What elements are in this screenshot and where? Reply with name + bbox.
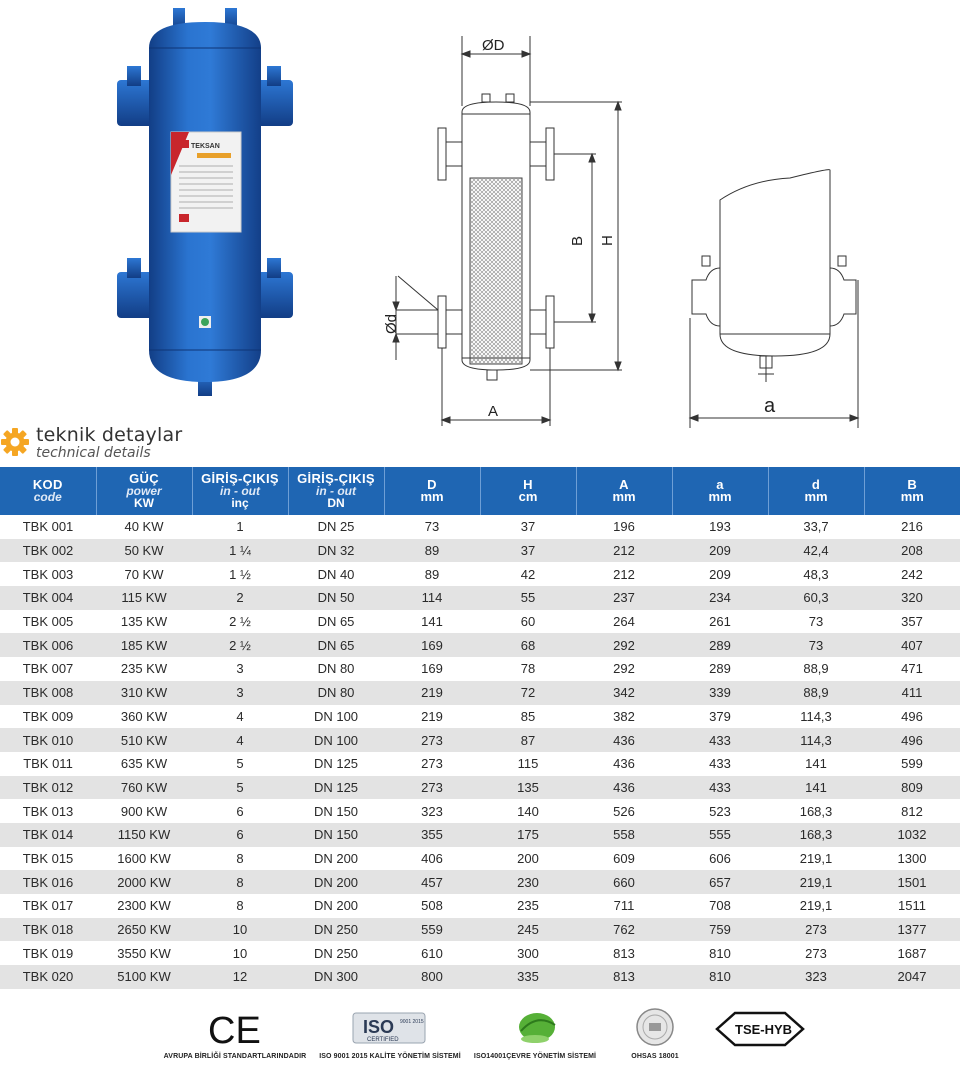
table-cell: 12 bbox=[192, 965, 288, 989]
table-cell: 900 KW bbox=[96, 799, 192, 823]
table-cell: 510 KW bbox=[96, 728, 192, 752]
col-header-inlet-inch: GİRİŞ-ÇIKIŞ in - out inç bbox=[192, 467, 288, 515]
table-cell: 360 KW bbox=[96, 705, 192, 729]
table-cell: 42 bbox=[480, 562, 576, 586]
table-cell: 1 ¼ bbox=[192, 539, 288, 563]
table-cell: 78 bbox=[480, 657, 576, 681]
svg-text:A: A bbox=[488, 403, 499, 420]
table-cell: DN 200 bbox=[288, 894, 384, 918]
table-cell: 599 bbox=[864, 752, 960, 776]
table-row bbox=[0, 657, 960, 681]
table-cell: 88,9 bbox=[768, 657, 864, 681]
product-photo bbox=[105, 0, 305, 410]
table-cell: TBK 002 bbox=[0, 539, 96, 563]
cert-iso9001 bbox=[315, 1003, 465, 1067]
table-cell: 323 bbox=[768, 965, 864, 989]
table-cell: 37 bbox=[480, 539, 576, 563]
table-cell: 289 bbox=[672, 657, 768, 681]
table-cell: 60 bbox=[480, 610, 576, 634]
table-cell: 73 bbox=[768, 610, 864, 634]
table-row bbox=[0, 633, 960, 657]
table-cell: 1 ½ bbox=[192, 562, 288, 586]
svg-text:Ød: Ød bbox=[383, 313, 400, 334]
table-cell: 436 bbox=[576, 752, 672, 776]
illustration-area bbox=[0, 0, 960, 425]
table-cell: DN 32 bbox=[288, 539, 384, 563]
table-cell: DN 25 bbox=[288, 515, 384, 539]
table-cell: 6 bbox=[192, 799, 288, 823]
col-header-inlet-dn: GİRİŞ-ÇIKIŞ in - out DN bbox=[288, 467, 384, 515]
technical-drawing-front bbox=[370, 28, 630, 428]
table-cell: 89 bbox=[384, 562, 480, 586]
table-cell: 135 bbox=[480, 776, 576, 800]
table-cell: 264 bbox=[576, 610, 672, 634]
table-cell: 245 bbox=[480, 918, 576, 942]
table-row bbox=[0, 539, 960, 563]
heading-title: teknik detaylar bbox=[36, 424, 183, 446]
table-cell: 42,4 bbox=[768, 539, 864, 563]
table-cell: 708 bbox=[672, 894, 768, 918]
table-cell: DN 150 bbox=[288, 823, 384, 847]
table-cell: 5 bbox=[192, 752, 288, 776]
table-cell: DN 200 bbox=[288, 870, 384, 894]
cert-tse bbox=[705, 1003, 815, 1067]
table-cell: 234 bbox=[672, 586, 768, 610]
table-cell: 436 bbox=[576, 728, 672, 752]
table-cell: DN 80 bbox=[288, 657, 384, 681]
table-cell: 87 bbox=[480, 728, 576, 752]
table-cell: 115 bbox=[480, 752, 576, 776]
cert-ce-caption: AVRUPA BİRLİĞİ STANDARTLARINDADIR bbox=[163, 1053, 307, 1060]
table-cell: 1600 KW bbox=[96, 847, 192, 871]
table-cell: 2000 KW bbox=[96, 870, 192, 894]
col-header-A: A mm bbox=[576, 467, 672, 515]
table-cell: TBK 013 bbox=[0, 799, 96, 823]
table-cell: 219,1 bbox=[768, 870, 864, 894]
gear-icon bbox=[0, 427, 30, 457]
table-cell: 88,9 bbox=[768, 681, 864, 705]
col-header-a: a mm bbox=[672, 467, 768, 515]
table-cell: 526 bbox=[576, 799, 672, 823]
table-cell: 635 KW bbox=[96, 752, 192, 776]
table-cell: 168,3 bbox=[768, 823, 864, 847]
table-cell: 169 bbox=[384, 633, 480, 657]
svg-text:H: H bbox=[599, 235, 616, 246]
iso-certified-icon bbox=[315, 1003, 465, 1051]
table-cell: 382 bbox=[576, 705, 672, 729]
table-cell: 37 bbox=[480, 515, 576, 539]
table-cell: 140 bbox=[480, 799, 576, 823]
table-cell: 235 KW bbox=[96, 657, 192, 681]
table-cell: 114,3 bbox=[768, 728, 864, 752]
cert-ce bbox=[150, 1003, 320, 1067]
table-cell: TBK 004 bbox=[0, 586, 96, 610]
table-cell: 5 bbox=[192, 776, 288, 800]
table-cell: 68 bbox=[480, 633, 576, 657]
table-cell: 759 bbox=[672, 918, 768, 942]
table-row bbox=[0, 941, 960, 965]
table-cell: 559 bbox=[384, 918, 480, 942]
table-cell: 8 bbox=[192, 894, 288, 918]
table-cell: 212 bbox=[576, 539, 672, 563]
table-row bbox=[0, 752, 960, 776]
table-cell: 411 bbox=[864, 681, 960, 705]
section-heading bbox=[0, 424, 300, 462]
table-cell: 235 bbox=[480, 894, 576, 918]
table-cell: 50 KW bbox=[96, 539, 192, 563]
table-cell: 1501 bbox=[864, 870, 960, 894]
table-cell: DN 150 bbox=[288, 799, 384, 823]
svg-text:ISO: ISO bbox=[363, 1017, 395, 1037]
table-cell: 209 bbox=[672, 562, 768, 586]
table-row bbox=[0, 728, 960, 752]
cert-iso14001 bbox=[465, 1003, 605, 1067]
table-cell: TBK 005 bbox=[0, 610, 96, 634]
svg-text:CERTIFIED: CERTIFIED bbox=[367, 1037, 399, 1043]
table-row bbox=[0, 562, 960, 586]
ohsas-seal-icon bbox=[605, 1003, 705, 1051]
table-cell: 289 bbox=[672, 633, 768, 657]
table-cell: 237 bbox=[576, 586, 672, 610]
table-cell: DN 65 bbox=[288, 610, 384, 634]
table-cell: DN 125 bbox=[288, 776, 384, 800]
iso14001-leaf-icon bbox=[465, 1003, 605, 1051]
table-cell: 1 bbox=[192, 515, 288, 539]
technical-drawing-side bbox=[680, 160, 870, 430]
table-cell: 209 bbox=[672, 539, 768, 563]
table-row bbox=[0, 586, 960, 610]
table-cell: DN 65 bbox=[288, 633, 384, 657]
table-cell: 1377 bbox=[864, 918, 960, 942]
table-cell: 433 bbox=[672, 776, 768, 800]
table-row bbox=[0, 515, 960, 539]
table-cell: 813 bbox=[576, 941, 672, 965]
table-cell: 335 bbox=[480, 965, 576, 989]
table-cell: 273 bbox=[384, 776, 480, 800]
table-cell: 273 bbox=[384, 752, 480, 776]
table-row bbox=[0, 705, 960, 729]
table-cell: TBK 003 bbox=[0, 562, 96, 586]
table-cell: 800 bbox=[384, 965, 480, 989]
table-cell: TBK 010 bbox=[0, 728, 96, 752]
table-cell: 135 KW bbox=[96, 610, 192, 634]
certifications-bar bbox=[150, 1003, 820, 1067]
table-cell: 73 bbox=[768, 633, 864, 657]
table-cell: TBK 006 bbox=[0, 633, 96, 657]
table-cell: 141 bbox=[768, 776, 864, 800]
table-cell: 85 bbox=[480, 705, 576, 729]
table-cell: 219,1 bbox=[768, 847, 864, 871]
col-header-H: H cm bbox=[480, 467, 576, 515]
table-cell: 310 KW bbox=[96, 681, 192, 705]
table-cell: TBK 009 bbox=[0, 705, 96, 729]
table-cell: DN 80 bbox=[288, 681, 384, 705]
table-cell: 33,7 bbox=[768, 515, 864, 539]
table-cell: 73 bbox=[384, 515, 480, 539]
table-cell: TBK 016 bbox=[0, 870, 96, 894]
table-cell: 433 bbox=[672, 752, 768, 776]
table-cell: DN 50 bbox=[288, 586, 384, 610]
table-cell: 809 bbox=[864, 776, 960, 800]
table-cell: 606 bbox=[672, 847, 768, 871]
table-cell: DN 200 bbox=[288, 847, 384, 871]
col-header-kod: KOD code bbox=[0, 467, 96, 515]
table-cell: 357 bbox=[864, 610, 960, 634]
table-cell: 1687 bbox=[864, 941, 960, 965]
table-cell: 200 bbox=[480, 847, 576, 871]
table-cell: TBK 018 bbox=[0, 918, 96, 942]
table-cell: 208 bbox=[864, 539, 960, 563]
table-cell: 711 bbox=[576, 894, 672, 918]
table-cell: 657 bbox=[672, 870, 768, 894]
table-cell: 2650 KW bbox=[96, 918, 192, 942]
table-row bbox=[0, 610, 960, 634]
tse-hyb-mark-icon bbox=[705, 1003, 815, 1051]
cert-ohsas-caption: OHSAS 18001 bbox=[631, 1053, 679, 1060]
table-cell: 242 bbox=[864, 562, 960, 586]
heading-subtitle: technical details bbox=[36, 445, 151, 461]
table-cell: 292 bbox=[576, 657, 672, 681]
table-cell: DN 100 bbox=[288, 728, 384, 752]
table-cell: 212 bbox=[576, 562, 672, 586]
table-cell: 216 bbox=[864, 515, 960, 539]
table-cell: TBK 011 bbox=[0, 752, 96, 776]
table-cell: TBK 007 bbox=[0, 657, 96, 681]
table-cell: DN 125 bbox=[288, 752, 384, 776]
table-header-row bbox=[0, 467, 960, 515]
svg-text:CE: CE bbox=[208, 1010, 261, 1051]
table-cell: 300 bbox=[480, 941, 576, 965]
col-header-d: d mm bbox=[768, 467, 864, 515]
table-cell: 1150 KW bbox=[96, 823, 192, 847]
table-cell: 609 bbox=[576, 847, 672, 871]
table-cell: 471 bbox=[864, 657, 960, 681]
table-cell: 323 bbox=[384, 799, 480, 823]
table-cell: 169 bbox=[384, 657, 480, 681]
table-cell: 508 bbox=[384, 894, 480, 918]
table-cell: 406 bbox=[384, 847, 480, 871]
table-cell: 558 bbox=[576, 823, 672, 847]
table-cell: 115 KW bbox=[96, 586, 192, 610]
svg-text:TEKSAN: TEKSAN bbox=[191, 143, 220, 150]
table-cell: 273 bbox=[384, 728, 480, 752]
table-cell: 555 bbox=[672, 823, 768, 847]
table-cell: 219 bbox=[384, 705, 480, 729]
table-cell: 4 bbox=[192, 705, 288, 729]
table-cell: 48,3 bbox=[768, 562, 864, 586]
table-row bbox=[0, 965, 960, 989]
table-cell: 219,1 bbox=[768, 894, 864, 918]
table-cell: 1032 bbox=[864, 823, 960, 847]
table-cell: TBK 008 bbox=[0, 681, 96, 705]
table-row bbox=[0, 681, 960, 705]
table-cell: 141 bbox=[384, 610, 480, 634]
table-cell: DN 300 bbox=[288, 965, 384, 989]
table-cell: 55 bbox=[480, 586, 576, 610]
table-cell: 261 bbox=[672, 610, 768, 634]
table-cell: 523 bbox=[672, 799, 768, 823]
table-cell: 339 bbox=[672, 681, 768, 705]
table-cell: 141 bbox=[768, 752, 864, 776]
ce-mark-icon bbox=[150, 1003, 320, 1051]
table-cell: TBK 020 bbox=[0, 965, 96, 989]
table-cell: TBK 012 bbox=[0, 776, 96, 800]
table-cell: 2 ½ bbox=[192, 633, 288, 657]
table-cell: 379 bbox=[672, 705, 768, 729]
table-cell: 660 bbox=[576, 870, 672, 894]
table-cell: 3550 KW bbox=[96, 941, 192, 965]
table-cell: 610 bbox=[384, 941, 480, 965]
table-cell: 185 KW bbox=[96, 633, 192, 657]
table-cell: 40 KW bbox=[96, 515, 192, 539]
table-row bbox=[0, 823, 960, 847]
table-cell: 496 bbox=[864, 705, 960, 729]
table-cell: 320 bbox=[864, 586, 960, 610]
cert-ohsas bbox=[605, 1003, 705, 1067]
table-cell: 175 bbox=[480, 823, 576, 847]
table-cell: 292 bbox=[576, 633, 672, 657]
table-cell: 813 bbox=[576, 965, 672, 989]
table-cell: 496 bbox=[864, 728, 960, 752]
table-cell: 168,3 bbox=[768, 799, 864, 823]
col-header-B: B mm bbox=[864, 467, 960, 515]
table-row bbox=[0, 894, 960, 918]
table-cell: 2 ½ bbox=[192, 610, 288, 634]
table-row bbox=[0, 776, 960, 800]
table-cell: DN 100 bbox=[288, 705, 384, 729]
table-cell: 10 bbox=[192, 918, 288, 942]
table-row bbox=[0, 799, 960, 823]
svg-text:ØD: ØD bbox=[482, 37, 505, 54]
table-cell: 6 bbox=[192, 823, 288, 847]
table-cell: 355 bbox=[384, 823, 480, 847]
table-cell: TBK 001 bbox=[0, 515, 96, 539]
table-cell: 810 bbox=[672, 941, 768, 965]
svg-text:TSE-HYB: TSE-HYB bbox=[735, 1022, 793, 1037]
table-row bbox=[0, 847, 960, 871]
table-row bbox=[0, 870, 960, 894]
table-cell: DN 40 bbox=[288, 562, 384, 586]
table-cell: 1300 bbox=[864, 847, 960, 871]
table-cell: 114,3 bbox=[768, 705, 864, 729]
table-cell: DN 250 bbox=[288, 941, 384, 965]
cert-iso14001-caption: ISO14001ÇEVRE YÖNETİM SİSTEMİ bbox=[473, 1053, 597, 1060]
table-cell: 114 bbox=[384, 586, 480, 610]
table-cell: 762 bbox=[576, 918, 672, 942]
table-row bbox=[0, 918, 960, 942]
table-cell: 196 bbox=[576, 515, 672, 539]
table-cell: 2047 bbox=[864, 965, 960, 989]
table-cell: 89 bbox=[384, 539, 480, 563]
table-cell: 219 bbox=[384, 681, 480, 705]
table-cell: 812 bbox=[864, 799, 960, 823]
table-cell: 2 bbox=[192, 586, 288, 610]
table-cell: 342 bbox=[576, 681, 672, 705]
spec-table bbox=[0, 467, 960, 989]
cert-iso9001-caption: ISO 9001 2015 KALİTE YÖNETİM SİSTEMİ bbox=[319, 1053, 461, 1060]
table-cell: 3 bbox=[192, 681, 288, 705]
svg-text:a: a bbox=[764, 395, 776, 417]
table-cell: 407 bbox=[864, 633, 960, 657]
table-cell: 3 bbox=[192, 657, 288, 681]
table-cell: 433 bbox=[672, 728, 768, 752]
table-cell: 70 KW bbox=[96, 562, 192, 586]
table-cell: 1511 bbox=[864, 894, 960, 918]
table-cell: 8 bbox=[192, 847, 288, 871]
table-body bbox=[0, 515, 960, 989]
svg-text:B: B bbox=[569, 235, 586, 246]
table-cell: DN 250 bbox=[288, 918, 384, 942]
col-header-guc: GÜÇ power KW bbox=[96, 467, 192, 515]
table-cell: 273 bbox=[768, 918, 864, 942]
table-cell: TBK 014 bbox=[0, 823, 96, 847]
table-cell: 193 bbox=[672, 515, 768, 539]
table-cell: 230 bbox=[480, 870, 576, 894]
table-cell: TBK 019 bbox=[0, 941, 96, 965]
table-cell: 760 KW bbox=[96, 776, 192, 800]
table-cell: 10 bbox=[192, 941, 288, 965]
svg-text:9001 2015: 9001 2015 bbox=[400, 1019, 424, 1025]
table-cell: 436 bbox=[576, 776, 672, 800]
table-cell: 273 bbox=[768, 941, 864, 965]
table-cell: 457 bbox=[384, 870, 480, 894]
table-cell: TBK 015 bbox=[0, 847, 96, 871]
table-cell: 8 bbox=[192, 870, 288, 894]
col-header-D: D mm bbox=[384, 467, 480, 515]
table-cell: 2300 KW bbox=[96, 894, 192, 918]
table-cell: 5100 KW bbox=[96, 965, 192, 989]
table-cell: 72 bbox=[480, 681, 576, 705]
table-cell: 810 bbox=[672, 965, 768, 989]
table-cell: TBK 017 bbox=[0, 894, 96, 918]
table-cell: 4 bbox=[192, 728, 288, 752]
table-cell: 60,3 bbox=[768, 586, 864, 610]
